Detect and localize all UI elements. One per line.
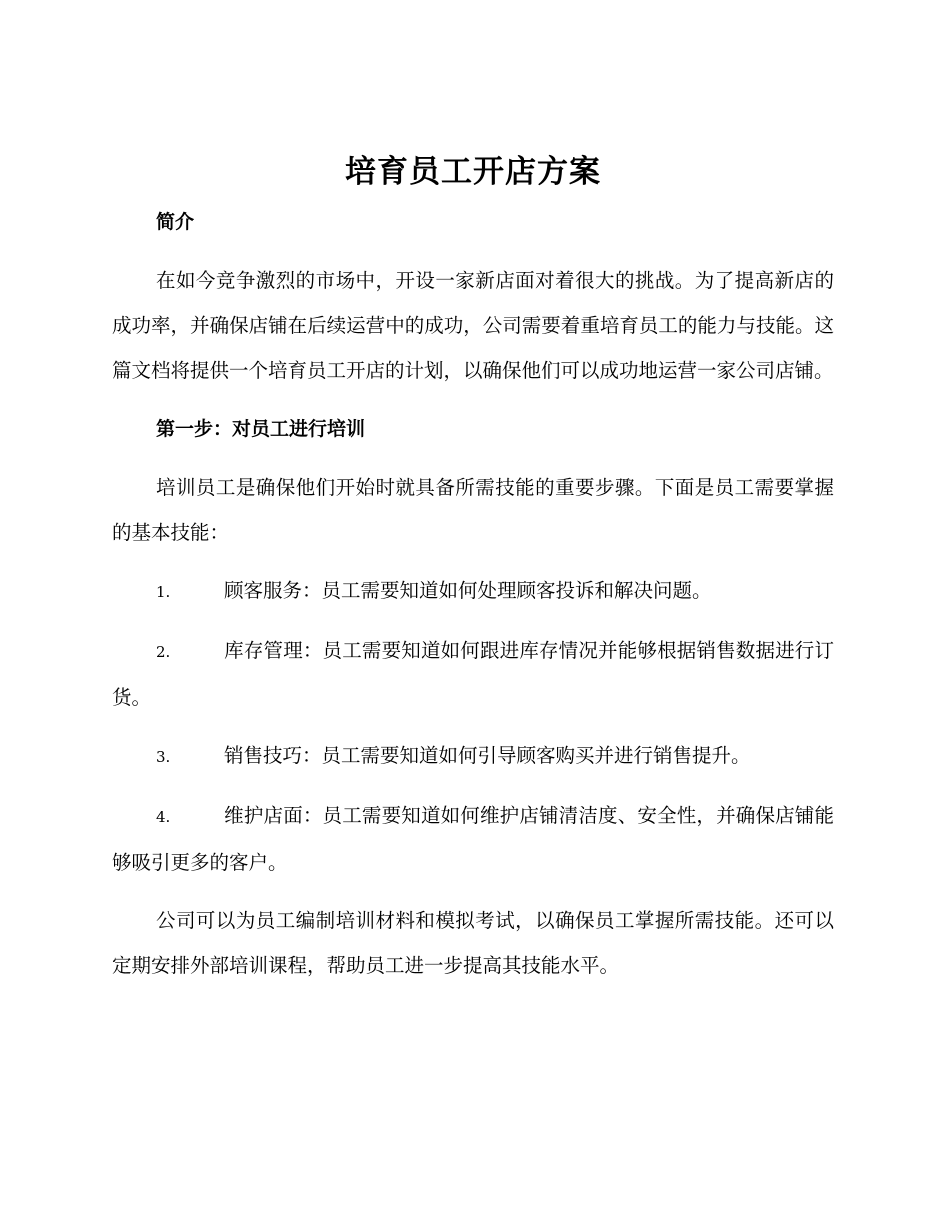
step-one-closing-paragraph: 公司可以为员工编制培训材料和模拟考试，以确保员工掌握所需技能。还可以定期安排外部培训课程，帮助员工进一步提高其技能水平。 xyxy=(112,909,834,977)
section-heading-intro: 简介 xyxy=(156,211,195,233)
step-one-intro-paragraph: 培训员工是确保他们开始时就具备所需技能的重要步骤。下面是员工需要掌握的基本技能： xyxy=(112,476,834,544)
list-item-text: 顾客服务：员工需要知道如何处理顾客投诉和解决问题。 xyxy=(224,579,712,602)
document-title: 培育员工开店方案 xyxy=(345,154,601,190)
list-item xyxy=(112,568,834,615)
list-item-text: 库存管理：员工需要知道如何跟进库存情况并能够根据销售数据进行订货。 xyxy=(112,639,834,709)
list-item xyxy=(112,628,834,720)
list-item-text: 维护店面：员工需要知道如何维护店铺清洁度、安全性，并确保店铺能够吸引更多的客户。 xyxy=(112,804,834,874)
list-number: 2. xyxy=(156,643,171,661)
section-heading-step-one: 第一步：对员工进行培训 xyxy=(156,418,366,440)
intro-paragraph: 在如今竞争激烈的市场中，开设一家新店面对着很大的挑战。为了提高新店的成功率，并确保店铺在后续运营中的成功，公司需要着重培育员工的能力与技能。这篇文档将提供一个培育员工开店的计划，以确保他们可以成功地运营一家公司店铺。 xyxy=(112,269,834,382)
list-number: 1. xyxy=(156,583,171,601)
list-item xyxy=(112,793,834,885)
document-content xyxy=(112,150,834,988)
list-item xyxy=(112,733,834,780)
list-number: 4. xyxy=(156,808,171,826)
list-number: 3. xyxy=(156,748,171,766)
list-item-text: 销售技巧：员工需要知道如何引导顾客购买并进行销售提升。 xyxy=(224,744,751,767)
